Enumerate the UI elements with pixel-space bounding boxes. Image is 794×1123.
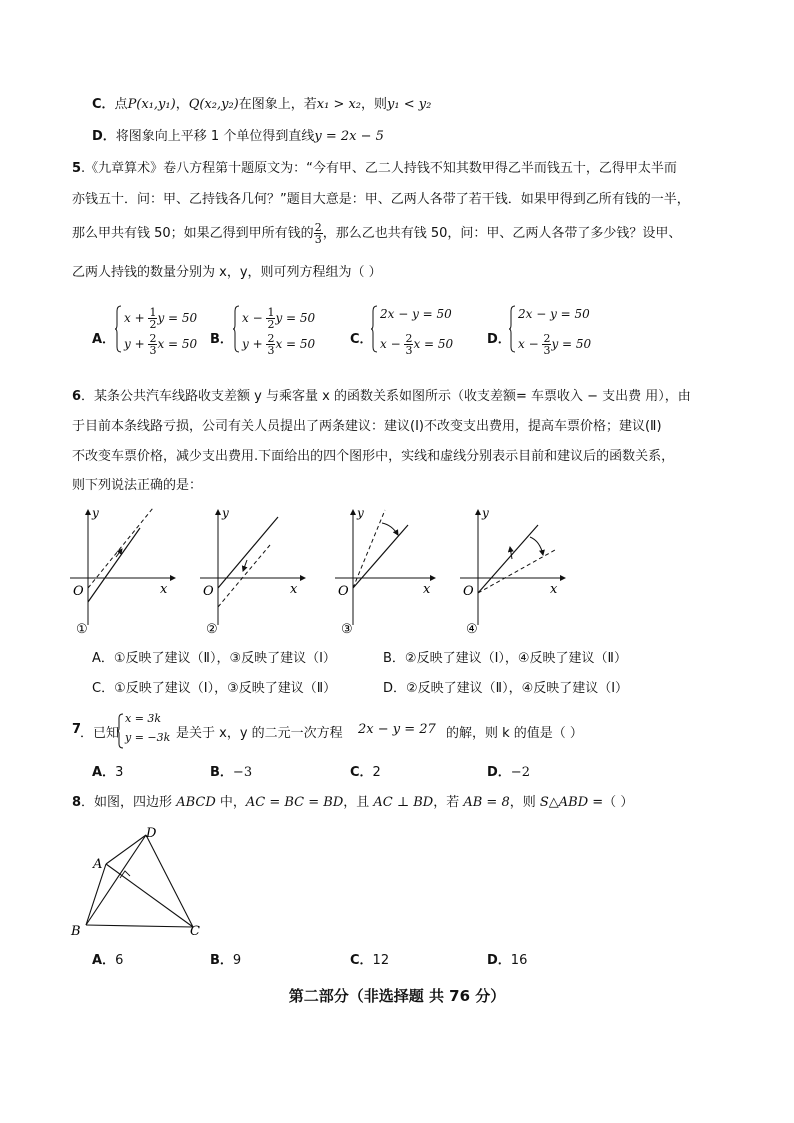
graph-label-2: ②	[206, 622, 218, 637]
q5-line-3: 那么甲共有钱 50；如果乙得到甲所有钱的 $\frac{2}{3}$ ，那么乙也共有钱 50，问：甲、乙两人各带了多少钱？设甲、	[72, 221, 682, 246]
brace-icon	[370, 305, 378, 353]
q5-line-4: 乙两人持钱的数量分别为 x，y，则可列方程组为（ ）	[72, 265, 382, 280]
y-axis-label: y	[222, 506, 229, 520]
q7-option-d: D．−2	[487, 765, 530, 780]
x-axis-label: x	[290, 582, 298, 597]
x-axis-label: x	[160, 582, 168, 597]
graph-label-4: ④	[466, 622, 478, 637]
q5-option-a-label: A．	[92, 332, 116, 347]
q7-stem: 7 ．已知 x = 3k y = −3k 是关于 x，y 的二元一次方程 2x − y = 27 的解，则 k 的值是（ ）	[72, 713, 712, 753]
q7-option-c: C．2	[350, 765, 381, 780]
brace-icon	[116, 713, 124, 749]
q8-option-b: B．9	[210, 953, 242, 968]
q7-option-b: B．−3	[210, 765, 253, 780]
y-axis-label: y	[92, 506, 99, 520]
graph-3	[335, 506, 435, 637]
graph-1	[70, 506, 175, 637]
part2-heading: 第二部分（非选择题 共 76 分）	[288, 987, 506, 1005]
q4-option-d: D．将图象向上平移 1 个单位得到直线y = 2x − 5	[92, 129, 384, 144]
q6-line-3: 不改变车票价格，减少支出费用.下面给出的四个图形中，实线和虚线分别表示目前和建议后的函数关系，	[72, 449, 675, 464]
q6-option-a: A．①反映了建议（Ⅱ），③反映了建议（Ⅰ）	[92, 651, 336, 666]
origin-label: O	[338, 584, 349, 599]
q6-option-c: C．①反映了建议（Ⅰ），③反映了建议（Ⅱ）	[92, 681, 337, 696]
q5-option-d-label: D．	[487, 332, 511, 347]
q7-system-row-2: y = −3k	[125, 731, 171, 744]
q8-option-d: D．16	[487, 953, 528, 968]
q5-option-c-label: C．	[350, 332, 373, 347]
graph-label-3: ③	[341, 622, 353, 637]
q8-option-a: A．6	[92, 953, 124, 968]
q5-option-c-system: 2x − y = 50 x − $\frac{2}{3}$ x = 50	[370, 305, 465, 355]
q6-line-2: 于目前本条线路亏损，公司有关人员提出了两条建议：建议(Ⅰ)不改变支出费用，提高车票价格；建议(Ⅱ)	[72, 419, 662, 434]
vertex-label-b: B	[71, 924, 81, 939]
x-axis-label: x	[423, 582, 431, 597]
q6-graphs	[60, 505, 620, 640]
y-axis-label: y	[357, 506, 364, 520]
graph-label-1: ①	[76, 622, 88, 637]
vertex-label-a: A	[93, 857, 103, 872]
origin-label: O	[73, 584, 84, 599]
graph-2	[200, 506, 305, 637]
q5-fraction: $\frac{2}{3}$	[314, 221, 322, 246]
brace-icon	[232, 305, 240, 353]
origin-label: O	[203, 584, 214, 599]
brace-icon	[114, 305, 122, 353]
q5-option-b-system: x − $\frac{1}{2}$ y = 50 y + $\frac{2}{3}$ x = 50	[232, 305, 327, 355]
q6-option-d: D．②反映了建议（Ⅱ），④反映了建议（Ⅰ）	[383, 681, 629, 696]
vertex-label-c: C	[190, 924, 200, 939]
q5-line-1: 5.《九章算术》卷八方程第十题原文为：“今有甲、乙二人持钱不知其数甲得乙半而钱五十，乙得甲太半而	[72, 161, 677, 176]
y-axis-label: y	[482, 506, 489, 520]
graph-4	[460, 506, 565, 637]
q5-option-b-label: B．	[210, 332, 233, 347]
q6-line-4: 则下列说法正确的是：	[72, 478, 203, 493]
brace-icon	[508, 305, 516, 353]
q7-system-row-1: x = 3k	[125, 712, 162, 725]
q8-option-c: C．12	[350, 953, 390, 968]
x-axis-label: x	[550, 582, 558, 597]
q8-figure	[66, 822, 216, 944]
q5-option-d-system: 2x − y = 50 x − $\frac{2}{3}$ y = 50	[508, 305, 603, 355]
q5-line-2: 亦钱五十．问：甲、乙持钱各几何？”题目大意是：甲、乙两人各带了若干钱．如果甲得到乙所有钱的一半，	[72, 192, 690, 207]
origin-label: O	[463, 584, 474, 599]
q6-option-b: B．②反映了建议（Ⅰ），④反映了建议（Ⅱ）	[383, 651, 627, 666]
q6-line-1: 6．某条公共汽车线路收支差额 y 与乘客量 x 的函数关系如图所示（收支差额= 车票收入 − 支出费 用），由	[72, 389, 691, 404]
vertex-label-d: D	[146, 826, 157, 841]
q4-option-c: C．点P(x₁,y₁)，Q(x₂,y₂)在图象上，若x₁ > x₂，则y₁ < y₂	[92, 97, 432, 112]
q5-option-a-system: x + $\frac{1}{2}$ y = 50 y + $\frac{2}{3}$ x = 50	[114, 305, 209, 355]
q8-stem: 8．如图，四边形 ABCD 中，AC = BC = BD，且 AC ⊥ BD，若 AB = 8，则 S△ABD =（ ）	[72, 795, 634, 810]
q7-option-a: A．3	[92, 765, 124, 780]
